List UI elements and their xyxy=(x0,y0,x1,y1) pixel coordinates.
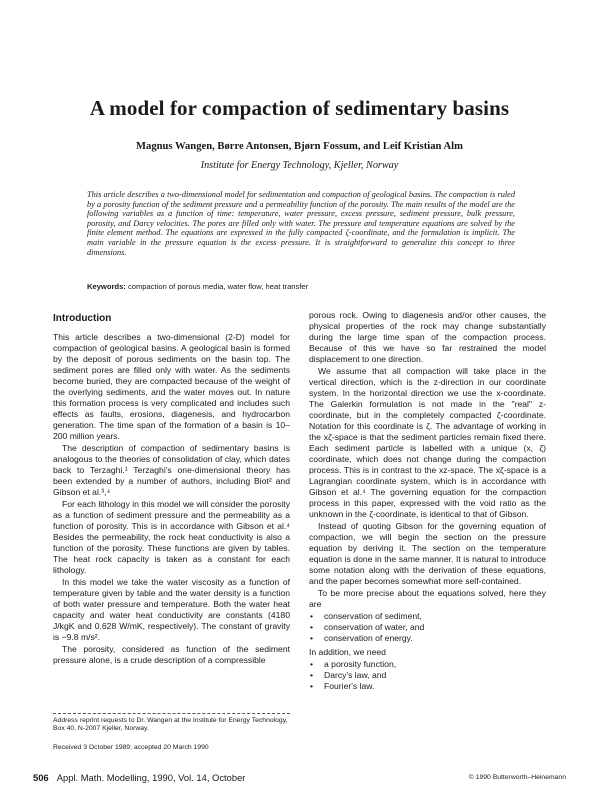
keywords-text: compaction of porous media, water flow, heat transfer xyxy=(127,282,309,291)
left-column xyxy=(53,310,290,666)
page-footer-left xyxy=(33,772,245,783)
body-paragraph: The porosity, considered as function of the sediment pressure alone, is a crude description of a compressible xyxy=(53,644,290,665)
keywords-line xyxy=(87,282,515,291)
list-item: • conservation of energy. xyxy=(309,633,546,644)
body-paragraph: For each lithology in this model we will consider the porosity as a function of sediment pressure and the permeability as a function of porosity. This is in accordance with Gibson et al.⁴ Besides the permeability, the rock heat conductivity is also a function of the porosity. These functions are given by tables. The heat rock capacity is taken as a constant for each lithology. xyxy=(53,499,290,575)
conservation-list xyxy=(309,611,546,644)
body-paragraph: porous rock. Owing to diagenesis and/or other causes, the physical properties of the rock may change substantially during the large time span of the compaction process. Because of this we have so far restrained the model displacement to one direction. xyxy=(309,310,546,364)
section-heading-introduction: Introduction xyxy=(53,313,112,324)
list-item: • Fourier's law. xyxy=(309,681,546,692)
body-paragraph: Instead of quoting Gibson for the governing equation of compaction, we will begin the section on the pressure equation by deriving it. The section on the temperature equation is done in the same manner. It is natural to introduce some notation along with the derivation of these equations, and the paper becomes somewhat more self-contained. xyxy=(309,521,546,586)
journal-citation: Appl. Math. Modelling, 1990, Vol. 14, October xyxy=(56,772,246,783)
keywords-label: Keywords: xyxy=(87,282,126,291)
list-item: • Darcy's law, and xyxy=(309,670,546,681)
received-dates: Received 3 October 1989; accepted 20 March 1990 xyxy=(53,744,209,751)
body-paragraph: To be more precise about the equations solved, here they are xyxy=(309,588,546,609)
footnote-divider xyxy=(53,713,290,714)
author-affiliation: Institute for Energy Technology, Kjeller, Norway xyxy=(200,160,399,171)
list-item: • a porosity function, xyxy=(309,659,546,670)
list-item: • conservation of sediment, xyxy=(309,611,546,622)
body-paragraph: In addition, we need xyxy=(309,647,386,657)
article-title: A model for compaction of sedimentary basins xyxy=(89,96,510,120)
list-item: • conservation of water, and xyxy=(309,622,546,633)
page-number: 506 xyxy=(33,772,49,783)
needs-list xyxy=(309,659,546,692)
body-paragraph: In this model we take the water viscosity as a function of temperature given by table and the water density is a function of both water pressure and temperature. Both the water heat capacity and water heat conductivity are constants (4180 J/kgK and 0.628 W/mK, respectively). The constant of gravity is −9.8 m/s². xyxy=(53,577,290,642)
right-column xyxy=(309,310,546,695)
author-list: Magnus Wangen, Børre Antonsen, Bjørn Fossum, and Leif Kristian Alm xyxy=(136,141,463,152)
body-paragraph: We assume that all compaction will take place in the vertical direction, which is the z-direction in our coordinate system. In the horizontal direction we use the x-coordinate. The Galerkin formulation is not made in the "real" z-coordinate, but in the completely compacted ζ-coordinate. Notation for this coordinate is ζ. The advantage of working in the xζ-space is that the sediment particles remain fixed there. Each sediment particle is labelled with a unique (x, ζ) coordinate, which does not change during the compaction process. This is in contrast to the xz-space. The xζ-space is a Lagrangian coordinate system, which is in accordance with Gibson et al.⁴ The governing equation for the compaction process in this paper, expressed with the void ratio as the unknown in the ζ-coordinate, is identical to that of Gibson. xyxy=(309,366,546,519)
reprint-footnote: Address reprint requests to Dr. Wangen at the Institute for Energy Technology, Box 40, N-2007 Kjeller, Norway. xyxy=(53,717,288,733)
body-paragraph: This article describes a two-dimensional (2-D) model for compaction of geological basins. A geological basin is formed by the deposit of porous sediments on the basin top. The sediment pores are filled only with water. As the sediments become buried, they are compacted because of the weight of the overlying sediments, and the water moves out. In nature this formation process is very complicated and includes such effects as faults, erosions, diagenesis, and hydrocarbon generation. The time span of the formation of a basin is 10–200 million years. xyxy=(53,332,290,441)
copyright-notice: © 1990 Butterworth–Heinemann xyxy=(468,774,566,781)
body-paragraph: The description of compaction of sedimentary basins is analogous to the theories of consolidation of clay, which dates back to Terzaghi.¹ Terzaghi's one-dimensional theory has been extended by a number of authors, including Biot² and Gibson et al.³,⁴ xyxy=(53,443,290,497)
abstract: This article describes a two-dimensional model for sedimentation and compaction of geological basins. The compaction is ruled by a porosity function of the sediment pressure and a permeability function of the porosity. The main results of the model are the following variables as a function of time: temperature, water pressure, excess pressure, sediment pressure, bulk pressure, porosity, and Darcy velocities. The pores are filled only with water. The pressure and temperature equations are solved by the finite element method. The equations are expressed in the fully compacted ζ-coordinate, and the formulation is implicit. The main variable in the pressure equation is the excess pressure. It is straightforward to generalize this concept to three dimensions. xyxy=(87,190,515,257)
